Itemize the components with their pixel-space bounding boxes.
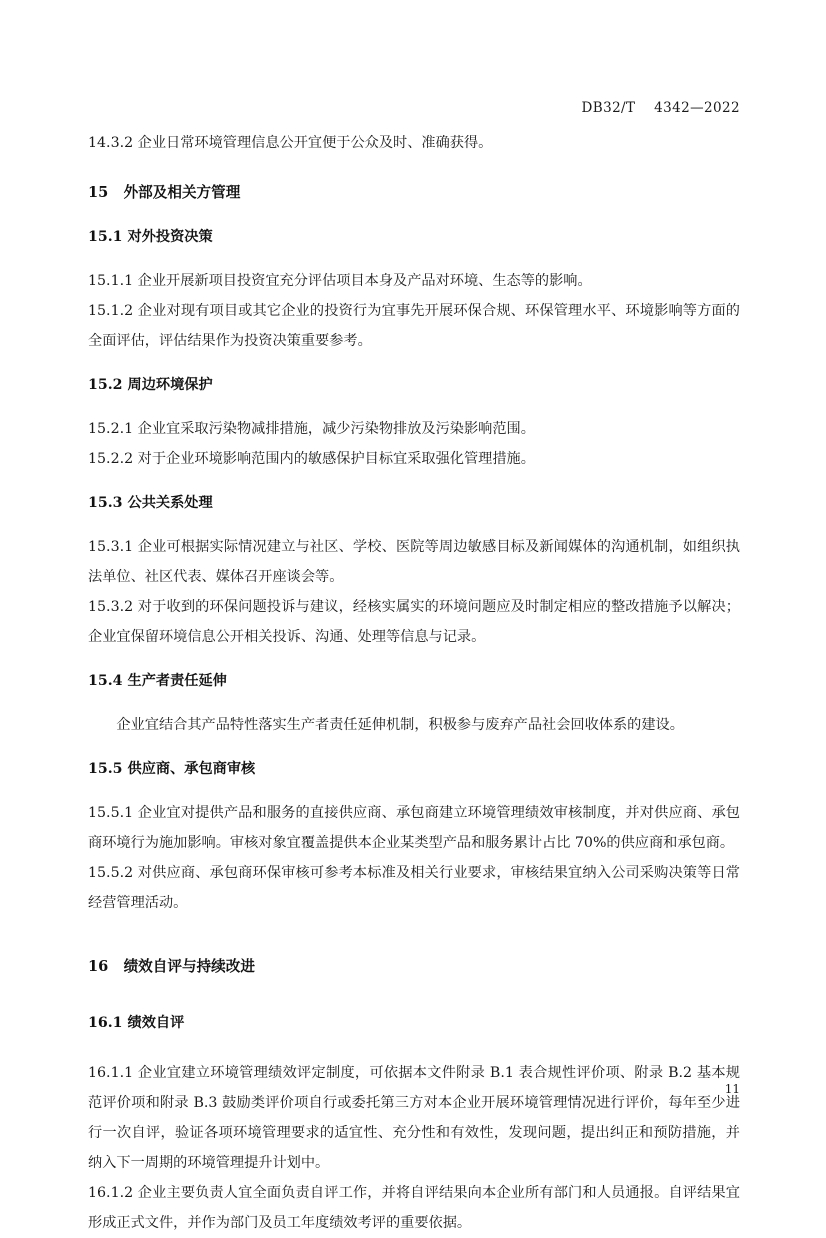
heading-15-1-number: 15.1 [88, 229, 123, 245]
clause-15-1-2: 15.1.2 企业对现有项目或其它企业的投资行为宜事先开展环保合规、环保管理水平、环境影响等方面的全面评估，评估结果作为投资决策重要参考。 [88, 303, 740, 349]
heading-16-title: 绩效自评与持续改进 [123, 958, 255, 975]
heading-15-number: 15 [88, 184, 109, 201]
heading-16-1 [88, 1008, 740, 1038]
clause-15-3-2: 15.3.2 对于收到的环保问题投诉与建议，经核实属实的环境问题应及时制定相应的整改措施予以解决；企业宜保留环境信息公开相关投诉、沟通、处理等信息与记录。 [88, 599, 740, 645]
heading-15-3 [88, 488, 740, 518]
heading-15-2-title: 周边环境保护 [127, 377, 213, 393]
spacer [88, 982, 740, 1008]
heading-16-1-title: 绩效自评 [127, 1015, 185, 1031]
heading-15-title: 外部及相关方管理 [123, 184, 241, 201]
heading-15-4 [88, 666, 740, 696]
spacer [88, 208, 740, 222]
spacer [88, 740, 740, 754]
clause-14-3-2: 14.3.2 企业日常环境管理信息公开宜便于公众及时、准确获得。 [88, 135, 493, 151]
page-number: 11 [724, 1082, 740, 1096]
heading-15-5-title: 供应商、承包商审核 [127, 761, 256, 777]
spacer [88, 474, 740, 488]
page-content [88, 128, 740, 1238]
clause-16-1-1: 16.1.1 企业宜建立环境管理绩效评定制度，可依据本文件附录 B.1 表合规性评价项、附录 B.2 基本规范评价项和附录 B.3 鼓励类评价项自行或委托第三方对本企业开展环境管理情况进行评价，每年至少进行一次自评，验证各项环境管理要求的适宜性、充分性和有效性，发现问题，提出纠正和预防措施，并纳入下一周期的环境管理提升计划中。 [88, 1065, 740, 1171]
clause-15-2-1: 15.2.1 企业宜采取污染物减排措施，减少污染物排放及污染影响范围。 [88, 421, 535, 437]
clause-15-3-1: 15.3.1 企业可根据实际情况建立与社区、学校、医院等周边敏感目标及新闻媒体的沟通机制，如组织执法单位、社区代表、媒体召开座谈会等。 [88, 539, 740, 585]
clause-15-1-1: 15.1.1 企业开展新项目投资宜充分评估项目本身及产品对环境、生态等的影响。 [88, 273, 592, 289]
spacer [88, 518, 740, 532]
clause-15-5-1: 15.5.1 企业宜对提供产品和服务的直接供应商、承包商建立环境管理绩效审核制度，并对供应商、承包商环境行为施加影响。审核对象宜覆盖提供本企业某类型产品和服务累计占比 70%的供应商和承包商。 [88, 805, 740, 851]
spacer [88, 356, 740, 370]
heading-15-4-title: 生产者责任延伸 [127, 673, 227, 689]
heading-15-5 [88, 754, 740, 784]
heading-15-2-number: 15.2 [88, 377, 123, 393]
spacer [88, 1038, 740, 1058]
spacer [88, 696, 740, 710]
clause-15-5-2: 15.5.2 对供应商、承包商环保审核可参考本标准及相关行业要求，审核结果宜纳入公司采购决策等日常经营管理活动。 [88, 865, 740, 911]
heading-15-3-title: 公共关系处理 [127, 495, 213, 511]
clause-15-2-2: 15.2.2 对于企业环境影响范围内的敏感保护目标宜采取强化管理措施。 [88, 451, 535, 467]
spacer [88, 918, 740, 952]
spacer [88, 252, 740, 266]
spacer [88, 158, 740, 178]
clause-15-4-body: 企业宜结合其产品特性落实生产者责任延伸机制，积极参与废弃产品社会回收体系的建设。 [116, 717, 684, 733]
heading-16 [88, 952, 740, 982]
heading-15-5-number: 15.5 [88, 761, 123, 777]
heading-16-number: 16 [88, 958, 109, 975]
clause-16-1-2: 16.1.2 企业主要负责人宜全面负责自评工作，并将自评结果向本企业所有部门和人员通报。自评结果宜形成正式文件，并作为部门及员工年度绩效考评的重要依据。 [88, 1185, 740, 1231]
spacer [88, 400, 740, 414]
heading-15-4-number: 15.4 [88, 673, 123, 689]
heading-15-2 [88, 370, 740, 400]
running-header-standard-id: DB32/T 4342—2022 [581, 100, 740, 116]
heading-15 [88, 178, 740, 208]
heading-15-3-number: 15.3 [88, 495, 123, 511]
heading-15-1 [88, 222, 740, 252]
spacer [88, 784, 740, 798]
spacer [88, 652, 740, 666]
heading-16-1-number: 16.1 [88, 1015, 123, 1031]
heading-15-1-title: 对外投资决策 [127, 229, 213, 245]
